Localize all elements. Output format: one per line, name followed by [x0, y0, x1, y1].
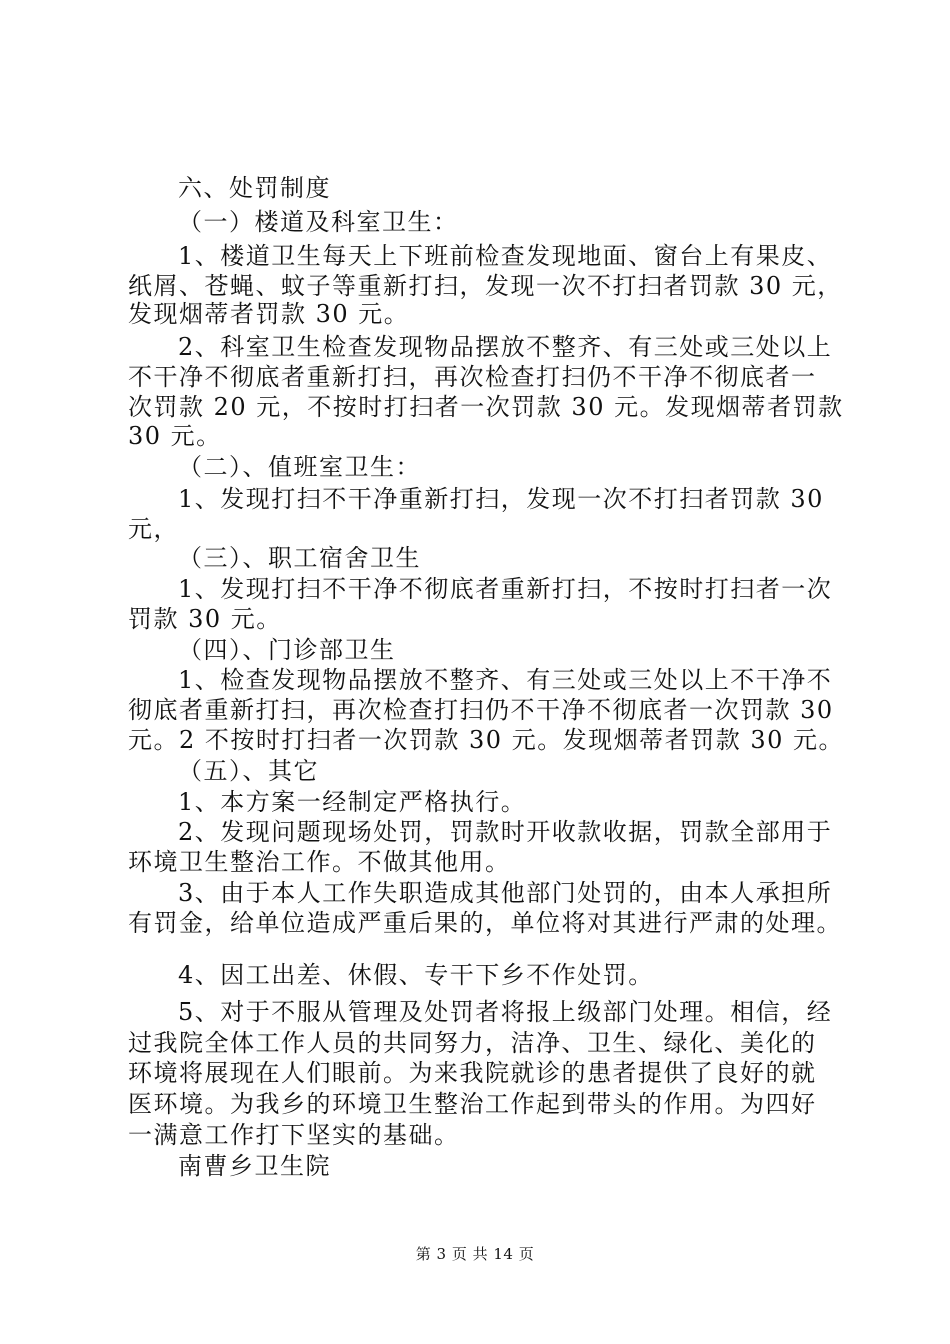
subsection-heading: （二）、值班室卫生： — [178, 453, 421, 481]
paragraph-line: 5、对于不服从管理及处罚者将报上级部门处理。相信，经 — [178, 998, 833, 1026]
subsection-heading: （三）、职工宿舍卫生 — [178, 544, 421, 572]
paragraph-line: 1、发现打扫不干净重新打扫，发现一次不打扫者罚款 30 — [178, 485, 824, 513]
paragraph-line: 彻底者重新打扫，再次检查打扫仍不干净不彻底者一次罚款 30 — [128, 696, 834, 724]
paragraph-line: 罚款 30 元。 — [128, 605, 282, 633]
paragraph-line: 不干净不彻底者重新打扫，再次检查打扫仍不干净不彻底者一 — [128, 363, 817, 391]
subsection-heading: （五）、其它 — [178, 757, 319, 785]
paragraph-line: 一满意工作打下坚实的基础。 — [128, 1121, 460, 1149]
subsection-heading: （一）楼道及科室卫生： — [178, 208, 459, 236]
paragraph-line: 有罚金，给单位造成严重后果的，单位将对其进行严肃的处理。 — [128, 909, 842, 937]
paragraph-line: 2、科室卫生检查发现物品摆放不整齐、有三处或三处以上 — [178, 333, 833, 361]
paragraph-line: 3、由于本人工作失职造成其他部门处罚的，由本人承担所 — [178, 879, 833, 907]
paragraph-line: 30 元。 — [128, 422, 222, 450]
paragraph-line: 1、发现打扫不干净不彻底者重新打扫，不按时打扫者一次 — [178, 575, 833, 603]
subsection-heading: （四）、门诊部卫生 — [178, 636, 396, 664]
paragraph-line: 1、本方案一经制定严格执行。 — [178, 788, 527, 816]
section-heading: 六、处罚制度 — [178, 174, 331, 202]
paragraph-line: 4、因工出差、休假、专干下乡不作处罚。 — [178, 961, 654, 989]
paragraph-line: 次罚款 20 元，不按时打扫者一次罚款 30 元。发现烟蒂者罚款 — [128, 393, 844, 421]
paragraph-line: 纸屑、苍蝇、蚊子等重新打扫，发现一次不打扫者罚款 30 元， — [128, 272, 843, 300]
signature-organization: 南曹乡卫生院 — [178, 1152, 331, 1180]
paragraph-line: 环境卫生整治工作。不做其他用。 — [128, 848, 511, 876]
paragraph-line: 过我院全体工作人员的共同努力，洁净、卫生、绿化、美化的 — [128, 1029, 817, 1057]
paragraph-line: 1、检查发现物品摆放不整齐、有三处或三处以上不干净不 — [178, 666, 833, 694]
paragraph-line: 元。2 不按时打扫者一次罚款 30 元。发现烟蒂者罚款 30 元。 — [128, 726, 844, 754]
paragraph-line: 1、楼道卫生每天上下班前检查发现地面、窗台上有果皮、 — [178, 242, 833, 270]
paragraph-line: 2、发现问题现场处罚，罚款时开收款收据，罚款全部用于 — [178, 818, 833, 846]
paragraph-line: 元， — [128, 515, 179, 543]
paragraph-line: 环境将展现在人们眼前。为来我院就诊的患者提供了良好的就 — [128, 1059, 817, 1087]
paragraph-line: 发现烟蒂者罚款 30 元。 — [128, 300, 410, 328]
page-number-footer: 第 3 页 共 14 页 — [415, 1245, 535, 1263]
paragraph-line: 医环境。为我乡的环境卫生整治工作起到带头的作用。为四好 — [128, 1090, 817, 1118]
